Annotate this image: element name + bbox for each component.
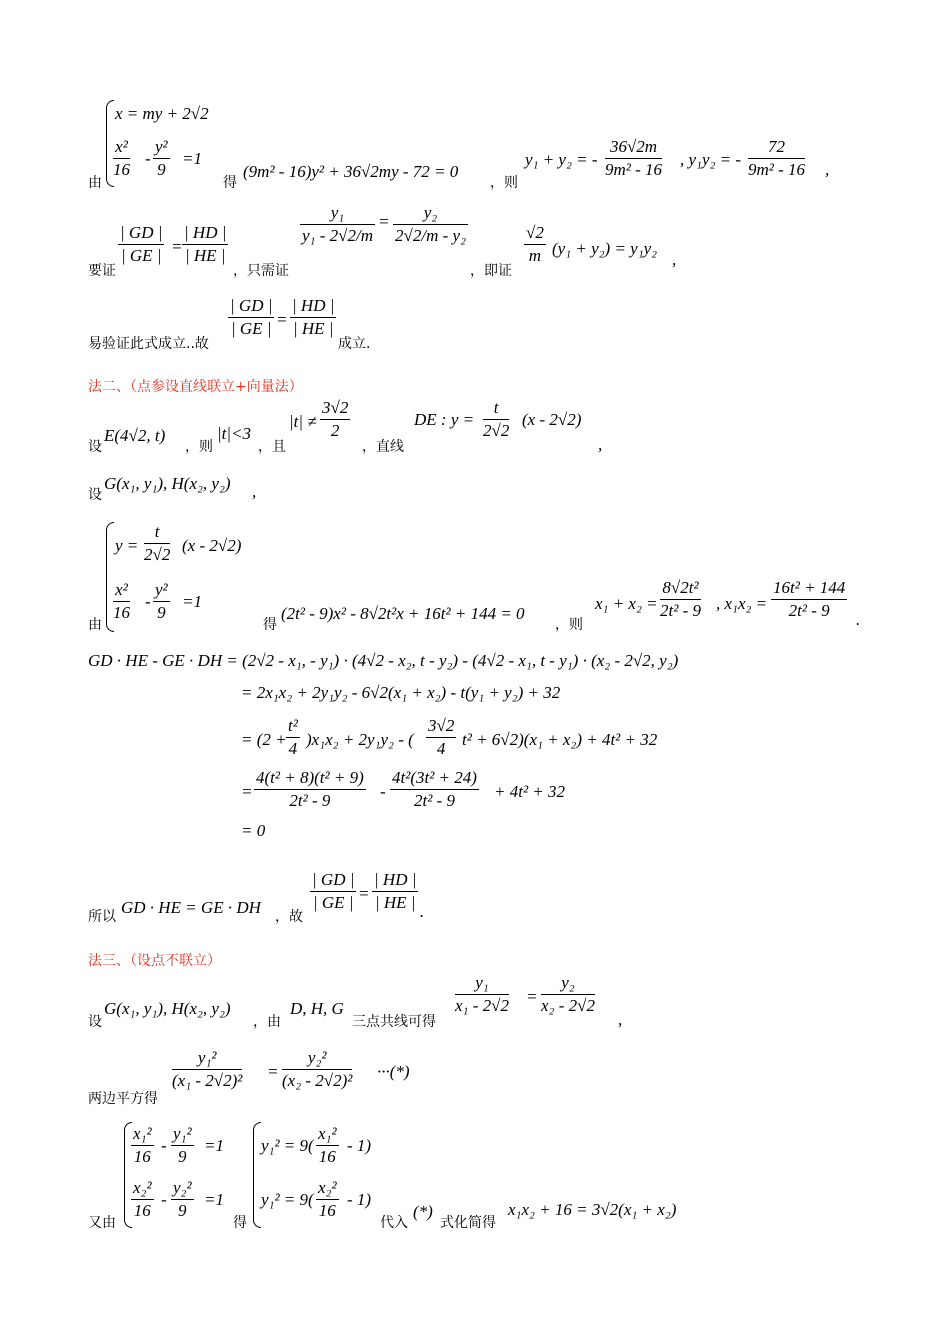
equation: x₁x₂ + 16 = 3√2(x₁ + x₂) (508, 1200, 677, 1219)
fraction: $\frac{\text{t²}}{4}$ (288, 716, 298, 758)
fraction: $\frac{\text{16t² + 144}}{\text{2t² - 9}}$ (773, 578, 846, 620)
fraction: $\frac{\text{y²}}{9}$ (155, 137, 168, 179)
fraction: $\frac{36√2m}{\text{9m² - 16}}$ (605, 137, 663, 179)
fraction: $\frac{\text{4(t² + 8)(t² + 9)}}{\text{2t² - 9}}$ (256, 768, 364, 810)
fraction: $\frac{\text{y²}}{9}$ (155, 580, 168, 622)
fraction: $\frac{\text{x²}}{16}$ (113, 137, 130, 179)
fraction: $\frac{| GD |}{| GE |}$ (120, 223, 163, 265)
fraction: $\frac{√2}{m}$ (526, 223, 544, 265)
fraction: $\frac{\text{y₂}}{\text{2√2/m - y₂}}$ (395, 203, 466, 245)
fraction: $\frac{\text{y₁²}}{\text{(x₁ - 2√2)²}}$ (172, 1048, 243, 1090)
section-title: 法三、（设点不联立） (88, 953, 221, 969)
fraction: $\frac{\text{y₁²}}{9}$ (173, 1124, 192, 1166)
equation: (2t² - 9)x² - 8√2t²x + 16t² + 144 = 0 (281, 604, 525, 623)
fraction: $\frac{\text{x₂²}}{16}$ (133, 1178, 152, 1220)
fraction: $\frac{\text{y₂²}}{\text{(x₂ - 2√2)²}}$ (282, 1048, 353, 1090)
fraction: $\frac{\text{8√2t²}}{\text{2t² - 9}}$ (660, 578, 701, 620)
fraction: $\frac{t}{2√2}$ (483, 398, 510, 440)
fraction: $\frac{| HD |}{| HE |}$ (292, 296, 335, 338)
fraction: $\frac{\text{y₂²}}{9}$ (173, 1178, 192, 1220)
fraction: $\frac{3√2}{2}$ (322, 398, 349, 440)
fraction: $\frac{| GD |}{| GE |}$ (230, 296, 273, 338)
equation: (9m² - 16)y² + 36√2my - 72 = 0 (243, 162, 459, 181)
fraction: $\frac{\text{x²}}{16}$ (113, 580, 130, 622)
fraction: $\frac{| HD |}{| HE |}$ (184, 223, 227, 265)
fraction: $\frac{\text{x₁²}}{16}$ (318, 1124, 337, 1166)
fraction: $\frac{\text{y₁}}{\text{y₁ - 2√2/m}}$ (300, 203, 375, 246)
fraction: $\frac{72}{\text{9m² - 16}}$ (748, 137, 806, 179)
section-title: 法二、（点参设直线联立+向量法） (88, 379, 303, 395)
fraction: $\frac{\text{y₂}}{\text{x₂ - 2√2}}$ (541, 973, 595, 1015)
fraction: $\frac{| GD |}{| GE |}$ (312, 870, 355, 912)
fraction: $\frac{\text{y₁}}{\text{x₁ - 2√2}}$ (455, 973, 509, 1015)
fraction: $\frac{\text{4t²(3t² + 24)}}{\text{2t² - 9}}$ (392, 768, 477, 810)
fraction: $\frac{3√2}{4}$ (428, 716, 455, 758)
calc-line: = 2x₁x₂ + 2y₁y₂ - 6√2(x₁ + x₂) - t(y₁ + y₂) + 32 (241, 683, 561, 702)
fraction: $\frac{| HD |}{| HE |}$ (374, 870, 417, 912)
fraction: $\frac{t}{2√2}$ (144, 522, 171, 564)
system-brace (253, 1122, 261, 1228)
system-line: x = my + 2√2 (115, 104, 209, 123)
fraction: $\frac{\text{x₂²}}{16}$ (318, 1178, 337, 1220)
calc-line: GD · HE - GE · DH = (2√2 - x₁, - y₁) · (4√2 - x₂, t - y₂) - (4√2 - x₁, t - y₁) · (x₂ - 2√2, y₂) (88, 651, 679, 670)
fraction: $\frac{\text{x₁²}}{16}$ (133, 1124, 152, 1166)
